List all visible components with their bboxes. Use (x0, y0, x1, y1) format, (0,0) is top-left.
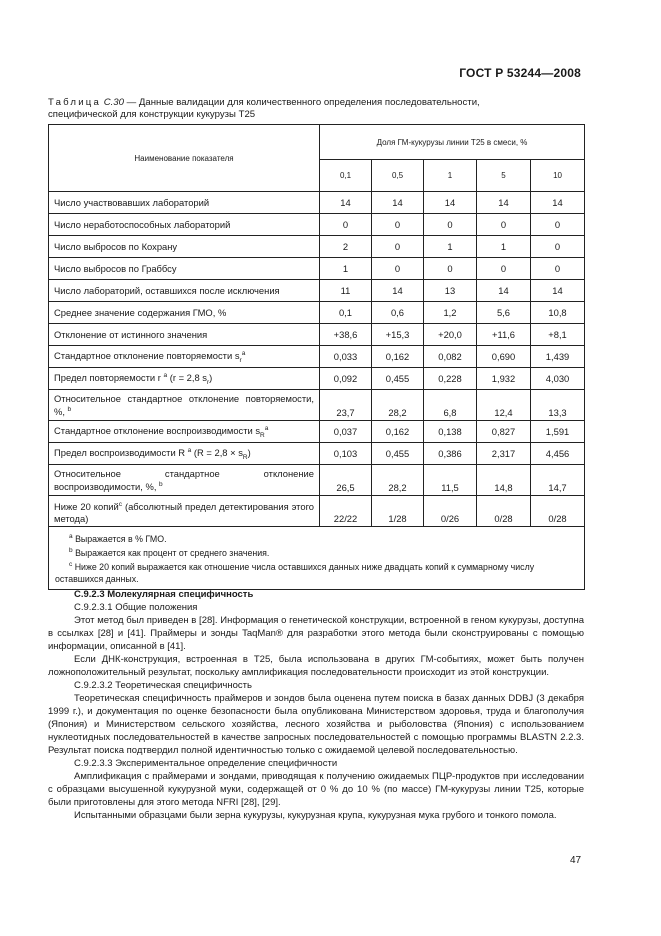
table-row (49, 390, 585, 421)
table-cell: 0 (531, 258, 585, 280)
table-row (49, 324, 585, 346)
table-cell: 5,6 (477, 302, 531, 324)
table-cell: 1,2 (424, 302, 477, 324)
row-name-text: Относительное стандартное отклонение повторяемости, %, (54, 392, 314, 418)
table-cell: 0,162 (372, 346, 424, 368)
row-name-tail-end: ) (209, 371, 213, 383)
row-name-subscript: R (260, 431, 265, 439)
footnote (55, 545, 578, 559)
table-cell: 28,2 (372, 465, 424, 496)
table-cell: 13,3 (531, 390, 585, 421)
footnote (55, 531, 578, 545)
table-row (49, 496, 585, 527)
subsection-theoretical: С.9.2.3.2 Теоретическая специфичность (74, 680, 252, 691)
table-cell: 0,138 (424, 421, 477, 443)
table-cell: 0 (372, 236, 424, 258)
row-name-text: Число выбросов по Граббсу (54, 263, 177, 274)
table-cell: 14,7 (531, 465, 585, 496)
table-cell: 14 (320, 192, 372, 214)
row-name-text: Относительное стандартное отклонение воспроизводимости, %, (54, 467, 314, 493)
table-cell: 0,092 (320, 368, 372, 390)
row-name-text: Ниже 20 копий (54, 501, 119, 512)
row-name (49, 496, 320, 527)
table-row (49, 465, 585, 496)
table-cell: 0,103 (320, 443, 372, 465)
table-cell: 0 (372, 258, 424, 280)
table-cell: 0 (424, 214, 477, 236)
table-row (49, 258, 585, 280)
row-name (49, 258, 320, 280)
row-name-tail: (r = 2,8 s (167, 371, 207, 383)
row-name-tail-subscript: R (242, 453, 248, 461)
table-cell: 0/26 (424, 496, 477, 527)
table-cell: 0 (477, 214, 531, 236)
paragraph-3: Теоретическая специфичность праймеров и зондов была оценена путем поиска в базах данных DDBJ (3 декабря 1999 г.), и документация по оценке безопасности была опубликована Министерством здоровья, труда и благополучия (Япония) и Министерством сельского хозяйства, лесного хозяйства и рыболовства (Япония) с использованием нуклеотидных последовательностей в качестве запросных последовательностей с помощью программы BLASTN 2.2.3. Результат поиска подтвердил полной идентичностью только с ожидаемой целевой последовательностью. (48, 693, 584, 756)
table-cell: 0,033 (320, 346, 372, 368)
table-cell: +15,3 (372, 324, 424, 346)
row-name-text: Среднее значение содержания ГМО, % (54, 307, 227, 318)
row-name (49, 280, 320, 302)
row-name-superscript: b (159, 481, 163, 489)
row-name-text: Число неработоспособных лабораторий (54, 219, 231, 230)
paragraph-2: Если ДНК-конструкция, встроенная в Т25, была использована в других ГМ-событиях, может быть получен ложноположительный результат, поскольку амплификация последовательности происходит из этой конструкции. (48, 654, 584, 678)
table-cell: 0/28 (477, 496, 531, 527)
table-cell: +11,6 (477, 324, 531, 346)
table-cell: 11 (320, 280, 372, 302)
body-text (48, 588, 584, 822)
paragraph-1: Этот метод был приведен в [28]. Информация о генетической конструкции, встроенной в геном кукурузы, доступна в ссылках [28] и [41]. Праймеры и зонды TaqMan® для разработки этого метода были сконструированы с помощью информации, описанной в [41]. (48, 615, 584, 652)
table-cell: 14,8 (477, 465, 531, 496)
row-name-tail: (R = 2,8 × s (191, 446, 243, 458)
table-cell: 0,162 (372, 421, 424, 443)
table-cell: 11,5 (424, 465, 477, 496)
table-cell: 1 (424, 236, 477, 258)
table-cell: 0,455 (372, 443, 424, 465)
table-cell: 23,7 (320, 390, 372, 421)
caption-title-line2: специфической для конструкции кукурузы Т25 (48, 109, 256, 120)
table-cell: 0 (372, 214, 424, 236)
table-cell: 14 (531, 192, 585, 214)
row-name-text: Отклонение от истинного значения (54, 329, 208, 340)
table-cell: 14 (372, 280, 424, 302)
table-cell: +20,0 (424, 324, 477, 346)
caption-number: С.30 (103, 97, 124, 108)
standard-number: ГОСТ Р 53244—2008 (459, 66, 581, 80)
table-cell: 1/28 (372, 496, 424, 527)
row-name-superscript: a (241, 349, 246, 357)
table-cell: 14 (424, 192, 477, 214)
section-molecular-specificity: С.9.2.3 Молекулярная специфичность (74, 589, 254, 600)
table-cell: 0 (531, 214, 585, 236)
table-cell: 1,439 (531, 346, 585, 368)
footnote-mark: c (69, 560, 73, 568)
table-notes (49, 527, 585, 590)
row-name (49, 421, 320, 443)
table-cell: 0,228 (424, 368, 477, 390)
row-name (49, 368, 320, 390)
table-row (49, 236, 585, 258)
table-cell: 14 (531, 280, 585, 302)
table-cell: 0,082 (424, 346, 477, 368)
table-row (49, 368, 585, 390)
row-name-superscript: a (163, 371, 168, 379)
table-row (49, 192, 585, 214)
paragraph-5: Испытанными образцами были зерна кукурузы, кукурузная крупа, кукурузная мука грубого и тонкого помола. (74, 810, 557, 821)
table-row (49, 443, 585, 465)
row-name-tail: (абсолютный предел детектирования этого метода) (54, 501, 314, 524)
row-name (49, 302, 320, 324)
row-name-text: Стандартное отклонение воспроизводимости s (54, 424, 261, 436)
table-row (49, 214, 585, 236)
footnote-text: Выражается как процент от среднего значения. (72, 547, 270, 558)
row-name-text: Предел воспроизводимости R (54, 446, 188, 458)
row-name (49, 390, 320, 421)
table-cell: 2 (320, 236, 372, 258)
col-header-indicator: Наименование показателя (49, 125, 320, 192)
group-header-share: Доля ГМ-кукурузы линии Т25 в смеси, % (320, 125, 585, 160)
row-name-text: Стандартное отклонение повторяемости s (54, 349, 240, 361)
table-cell: 0,1 (320, 302, 372, 324)
row-name-text: Число выбросов по Кохрану (54, 241, 178, 252)
paragraph-4: Амплификация с праймерами и зондами, приводящая к получению ожидаемых ПЦР-продуктов при исследовании с образцами высушенной кукурузной муки, содержащей от 0 % до 10 % (по массе) ГМ-кукурузы линии Т25, которые были приготовлены для этого метода NFRI [28], [29]. (48, 771, 584, 808)
table-cell: 26,5 (320, 465, 372, 496)
row-name-tail-subscript: r (206, 378, 210, 386)
table-row (49, 302, 585, 324)
table-cell: 1,591 (531, 421, 585, 443)
concentration-header: 1 (424, 160, 477, 192)
table-cell: 4,030 (531, 368, 585, 390)
footnote-mark: a (69, 533, 73, 540)
table-cell: 14 (477, 192, 531, 214)
row-name (49, 465, 320, 496)
table-cell: 22/22 (320, 496, 372, 527)
row-name-text: Число лабораторий, оставшихся после исключения (54, 285, 280, 296)
subsection-general: С.9.2.3.1 Общие положения (74, 602, 198, 613)
subsection-experimental: С.9.2.3.3 Экспериментальное определение специфичности (74, 758, 338, 769)
table-cell: 14 (477, 280, 531, 302)
concentration-header: 5 (477, 160, 531, 192)
table-cell: 1 (320, 258, 372, 280)
row-name (49, 236, 320, 258)
table-cell: 2,317 (477, 443, 531, 465)
concentration-header: 10 (531, 160, 585, 192)
table-cell: 6,8 (424, 390, 477, 421)
table-cell: 0 (531, 236, 585, 258)
table-cell: 0 (424, 258, 477, 280)
table-cell: 0/28 (531, 496, 585, 527)
row-name-superscript: b (67, 406, 72, 414)
concentration-header: 0,1 (320, 160, 372, 192)
concentration-header: 0,5 (372, 160, 424, 192)
row-name-tail-end: ) (247, 446, 251, 458)
footnote-text: Ниже 20 копий выражается как отношение числа оставшихся данных ниже двадцать копий к суммарному числу оставшихся данных. (55, 561, 535, 584)
table-cell: 0,037 (320, 421, 372, 443)
row-name-superscript: a (187, 446, 192, 454)
table-cell: 0,6 (372, 302, 424, 324)
table-cell: 0,455 (372, 368, 424, 390)
caption-title-line1: Данные валидации для количественного определения последовательности, (138, 97, 480, 108)
table-caption (48, 97, 588, 121)
table-cell: 13 (424, 280, 477, 302)
footnote (55, 559, 578, 585)
validation-table (48, 124, 585, 590)
row-name (49, 192, 320, 214)
table-cell: 1,932 (477, 368, 531, 390)
table-cell: 14 (372, 192, 424, 214)
row-name (49, 443, 320, 465)
table-cell: 0,386 (424, 443, 477, 465)
table-cell: 10,8 (531, 302, 585, 324)
footnote-mark: b (69, 546, 73, 554)
table-row (49, 280, 585, 302)
row-name (49, 346, 320, 368)
row-name-text: Предел повторяемости r (54, 371, 164, 383)
table-row (49, 346, 585, 368)
row-name-subscript: r (239, 356, 242, 364)
caption-dash: — (123, 97, 139, 108)
table-cell: 28,2 (372, 390, 424, 421)
table-cell: 1 (477, 236, 531, 258)
notes-row (49, 527, 585, 590)
footnote-text: Выражается в % ГМО. (72, 533, 167, 544)
row-name-superscript: c (118, 500, 123, 508)
row-name (49, 214, 320, 236)
table-cell: 4,456 (531, 443, 585, 465)
page-number: 47 (570, 855, 582, 866)
table-cell: +8,1 (531, 324, 585, 346)
table-row (49, 421, 585, 443)
table-cell: 0 (477, 258, 531, 280)
row-name (49, 324, 320, 346)
row-name-text: Число участвовавших лабораторий (54, 197, 210, 208)
table-cell: 0,690 (477, 346, 531, 368)
table-cell: 0 (320, 214, 372, 236)
table-cell: +38,6 (320, 324, 372, 346)
table-cell: 12,4 (477, 390, 531, 421)
row-name-superscript: a (264, 424, 269, 432)
caption-label: Таблица (48, 97, 102, 108)
table-cell: 0,827 (477, 421, 531, 443)
